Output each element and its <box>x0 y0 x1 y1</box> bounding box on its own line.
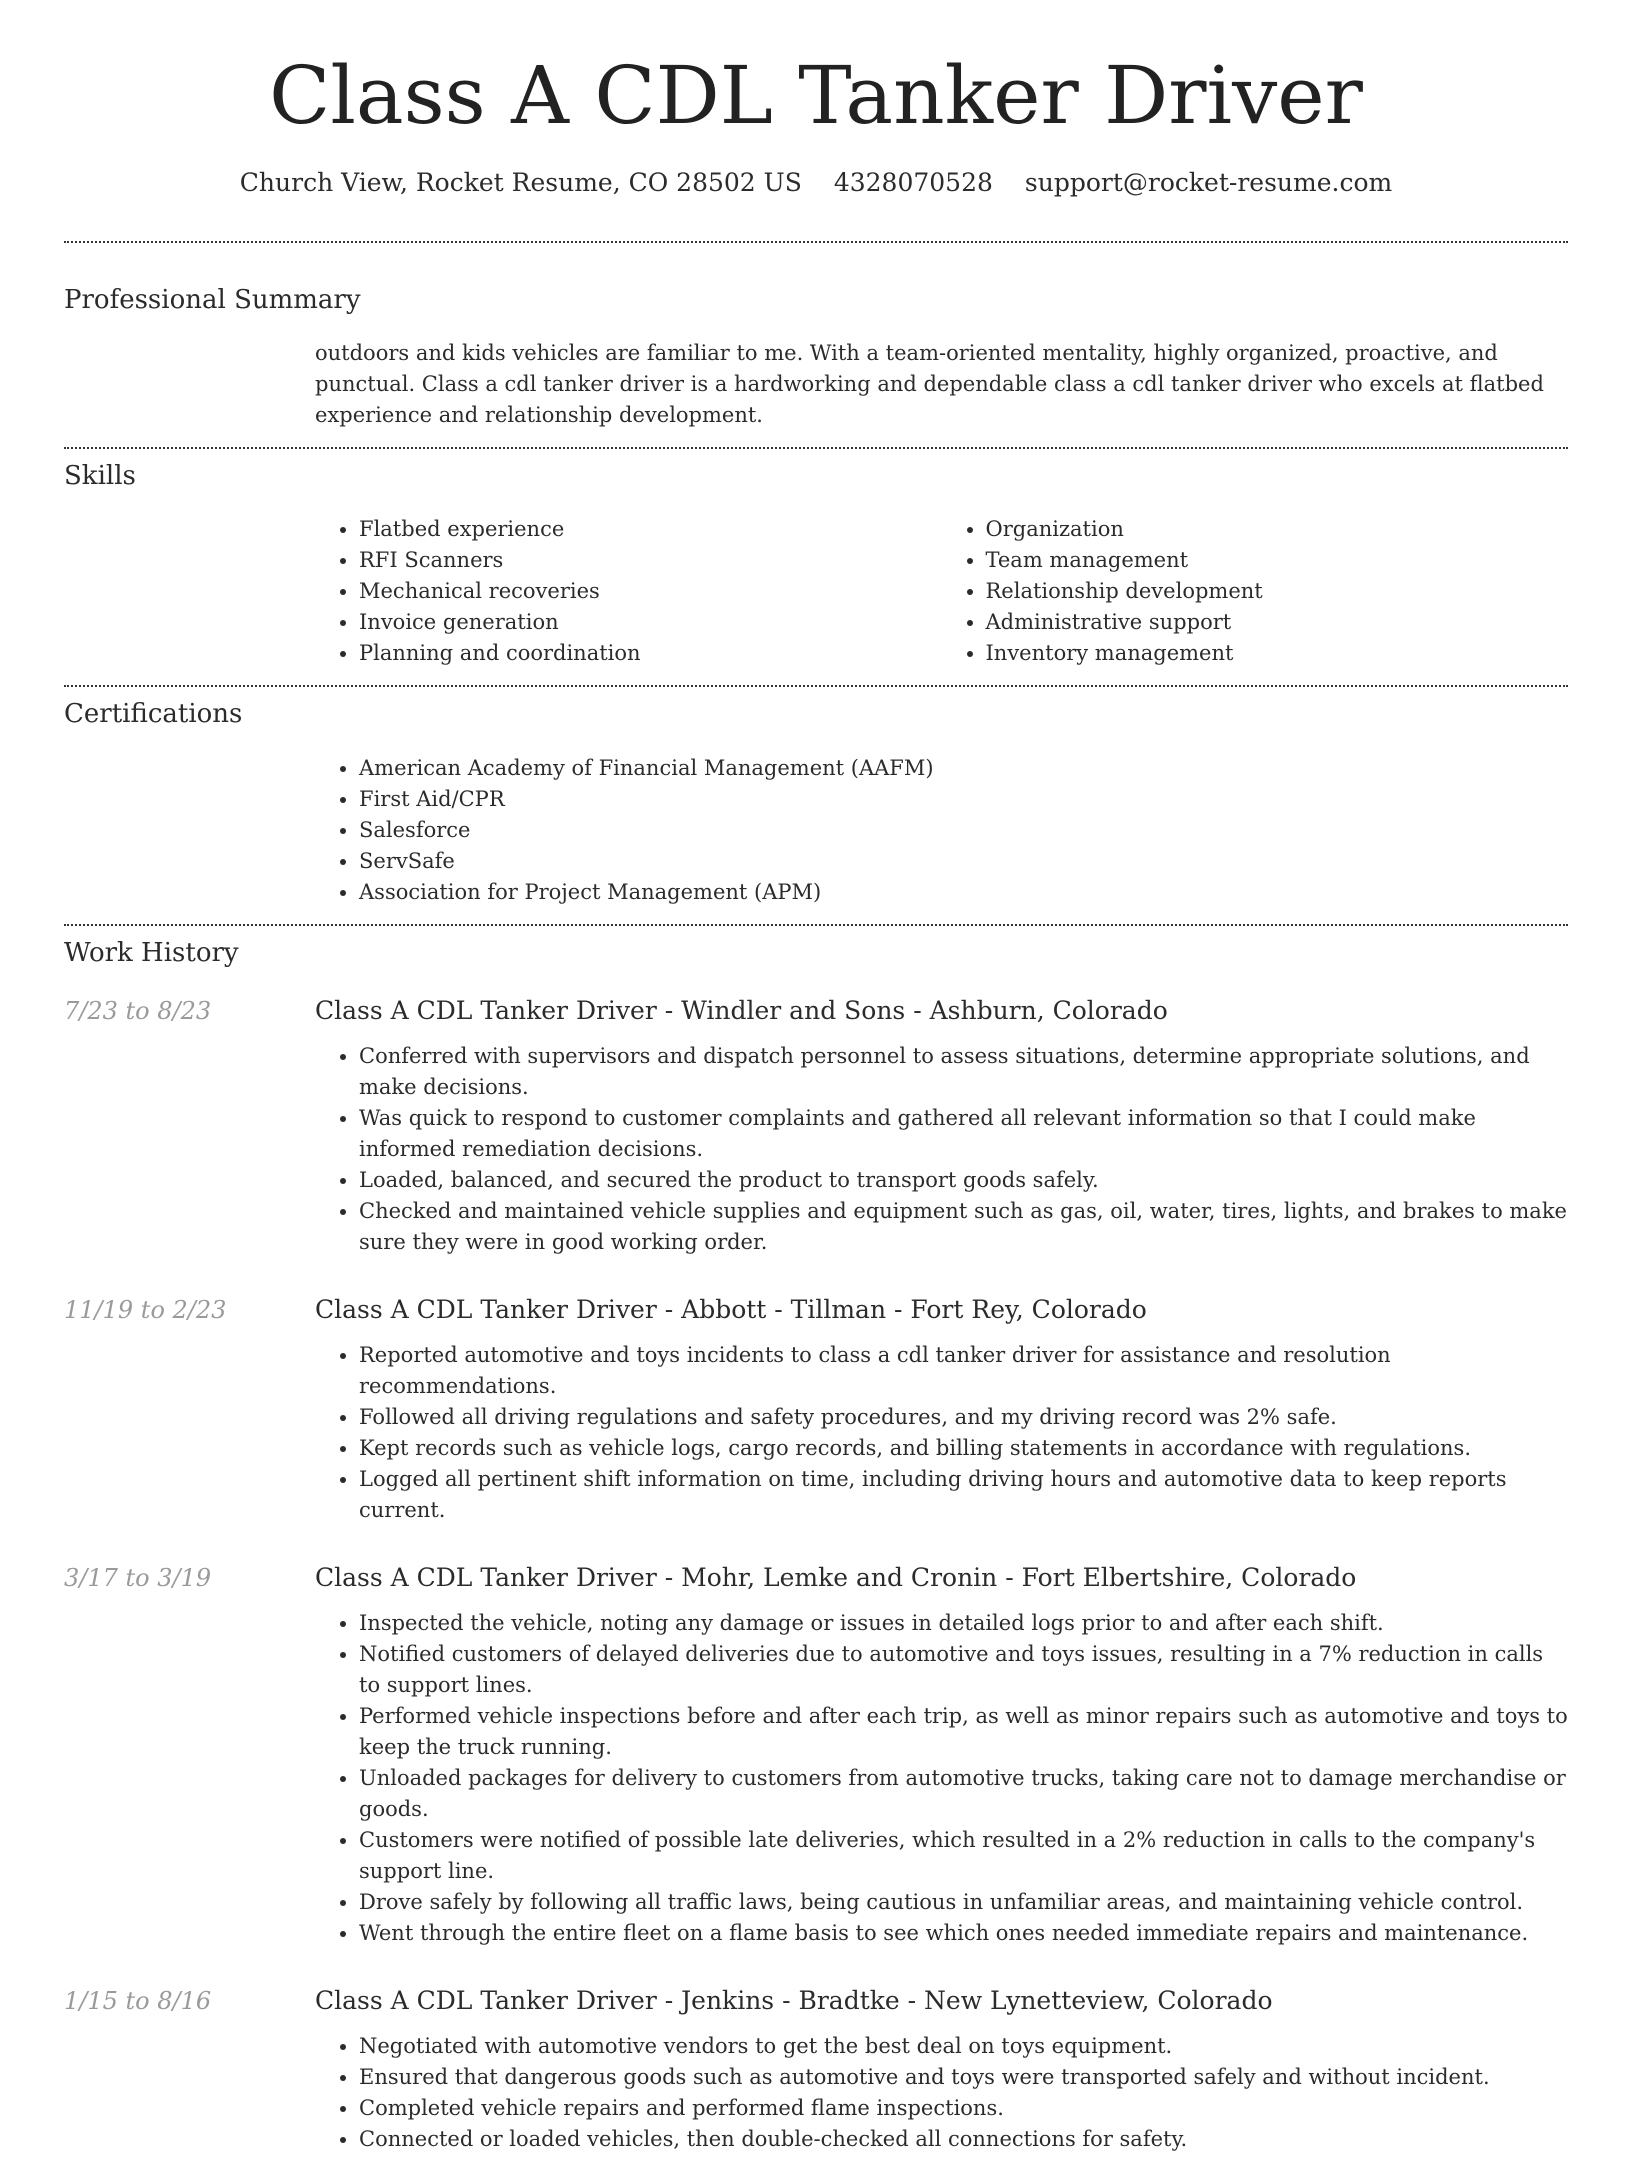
job-entry <box>64 1562 1568 1961</box>
job-bullet: • Checked and maintained vehicle supplies and equipment such as gas, oil, water, tires, lights, and brakes to make sure they were in good working order. <box>359 1196 1568 1258</box>
job-bullet: • Customers were notified of possible late deliveries, which resulted in a 2% reduction in calls to the company's support line. <box>359 1825 1568 1887</box>
job-title: Class A CDL Tanker Driver - Windler and Sons - Ashburn, Colorado <box>315 995 1168 1025</box>
job-title: Class A CDL Tanker Driver - Abbott - Tillman - Fort Rey, Colorado <box>315 1294 1147 1324</box>
skill-item: • Administrative support <box>986 607 1569 638</box>
certification-item: • First Aid/CPR <box>359 784 1568 815</box>
certifications-section <box>64 687 1568 923</box>
work-history-title: Work History <box>64 937 239 968</box>
job-date: 3/17 to 3/19 <box>64 1563 212 1592</box>
job-bullet: • Was quick to respond to customer complaints and gathered all relevant information so that I could make informed remediation decisions. <box>359 1103 1568 1165</box>
job-date: 11/19 to 2/23 <box>64 1295 227 1324</box>
job-bullet: • Conferred with supervisors and dispatch personnel to assess situations, determine appropriate solutions, and make decisions. <box>359 1041 1568 1103</box>
job-bullet: • Notified customers of delayed deliveries due to automotive and toys issues, resulting in a 7% reduction in calls to support lines. <box>359 1639 1568 1701</box>
skill-item: • Inventory management <box>986 638 1569 669</box>
certifications-list <box>315 753 1568 908</box>
job-body <box>315 1294 1568 1538</box>
certifications-title: Certifications <box>64 699 243 730</box>
summary-title: Professional Summary <box>64 285 361 315</box>
job-bullet: • Inspected the vehicle, noting any damage or issues in detailed logs prior to and after each shift. <box>359 1608 1568 1639</box>
skill-item: • Mechanical recoveries <box>359 576 942 607</box>
summary-text: outdoors and kids vehicles are familiar to me. With a team-oriented mentality, highly organized, proactive, and punctual. Class a cdl tanker driver is a hardworking and dependable class a cdl tanker driver who excels at flatbed experience and relationship development. <box>315 341 1544 428</box>
job-bullets <box>315 1340 1568 1538</box>
summary-section <box>64 243 1568 447</box>
job-bullet: • Logged all pertinent shift information on time, including driving hours and automotive data to keep reports current. <box>359 1464 1568 1526</box>
skill-item: • Planning and coordination <box>359 638 942 669</box>
skill-item: • Relationship development <box>986 576 1569 607</box>
certification-item: • ServSafe <box>359 846 1568 877</box>
job-bullets <box>315 2031 1568 2167</box>
job-date: 7/23 to 8/23 <box>64 996 212 1025</box>
skills-list-right <box>942 514 1569 669</box>
job-bullet: • Drove safely by following all traffic laws, being cautious in unfamiliar areas, and maintaining vehicle control. <box>359 1887 1568 1918</box>
skill-item: • Invoice generation <box>359 607 942 638</box>
job-bullet: • Negotiated with automotive vendors to get the best deal on toys equipment. <box>359 2031 1568 2062</box>
certifications-list-wrap <box>315 753 1568 924</box>
job-bullet: • Ensured that dangerous goods such as automotive and toys were transported safely and without incident. <box>359 2062 1568 2093</box>
work-history-section <box>64 926 1568 2167</box>
job-bullet: • Completed vehicle repairs and performed flame inspections. <box>359 2093 1568 2124</box>
job-bullet: • Connected or loaded vehicles, then double-checked all connections for safety. <box>359 2124 1568 2155</box>
job-entry <box>64 995 1568 1270</box>
job-body <box>315 995 1568 1270</box>
job-bullets <box>315 1041 1568 1270</box>
skill-item: • Flatbed experience <box>359 514 942 545</box>
job-bullets <box>315 1608 1568 1961</box>
certification-item: • Association for Project Management (APM) <box>359 877 1568 908</box>
candidate-name: Class A CDL Tanker Driver <box>269 49 1363 142</box>
certification-item: • American Academy of Financial Management (AAFM) <box>359 753 1568 784</box>
certification-item: • Salesforce <box>359 815 1568 846</box>
skill-item: • Team management <box>986 545 1569 576</box>
job-date: 1/15 to 8/16 <box>64 1986 212 2015</box>
contact-phone: 4328070528 <box>833 168 993 197</box>
job-title: Class A CDL Tanker Driver - Jenkins - Bradtke - New Lynetteview, Colorado <box>315 1985 1273 2015</box>
skill-item: • RFI Scanners <box>359 545 942 576</box>
skill-item: • Organization <box>986 514 1569 545</box>
skills-grid <box>315 514 1568 685</box>
skills-title: Skills <box>64 461 136 492</box>
contact-address: Church View, Rocket Resume, CO 28502 US <box>239 168 802 197</box>
contact-line <box>64 168 1568 197</box>
job-title: Class A CDL Tanker Driver - Mohr, Lemke and Cronin - Fort Elbertshire, Colorado <box>315 1562 1357 1592</box>
job-bullet: • Loaded, balanced, and secured the product to transport goods safely. <box>359 1165 1568 1196</box>
job-bullet: • Unloaded packages for delivery to customers from automotive trucks, taking care not to damage merchandise or goods. <box>359 1763 1568 1825</box>
job-bullet: • Went through the entire fleet on a flame basis to see which ones needed immediate repairs and maintenance. <box>359 1918 1568 1949</box>
skills-list-left <box>315 514 942 669</box>
job-entry <box>64 1294 1568 1538</box>
job-bullet: • Followed all driving regulations and safety procedures, and my driving record was 2% safe. <box>359 1402 1568 1433</box>
skills-section <box>64 449 1568 685</box>
job-entry <box>64 1985 1568 2167</box>
job-body <box>315 1985 1568 2167</box>
job-bullet: • Kept records such as vehicle logs, cargo records, and billing statements in accordance with regulations. <box>359 1433 1568 1464</box>
job-bullet: • Reported automotive and toys incidents to class a cdl tanker driver for assistance and resolution recommendations. <box>359 1340 1568 1402</box>
job-bullet: • Performed vehicle inspections before and after each trip, as well as minor repairs such as automotive and toys to keep the truck running. <box>359 1701 1568 1763</box>
job-body <box>315 1562 1568 1961</box>
contact-email: support@rocket-resume.com <box>1024 168 1393 197</box>
